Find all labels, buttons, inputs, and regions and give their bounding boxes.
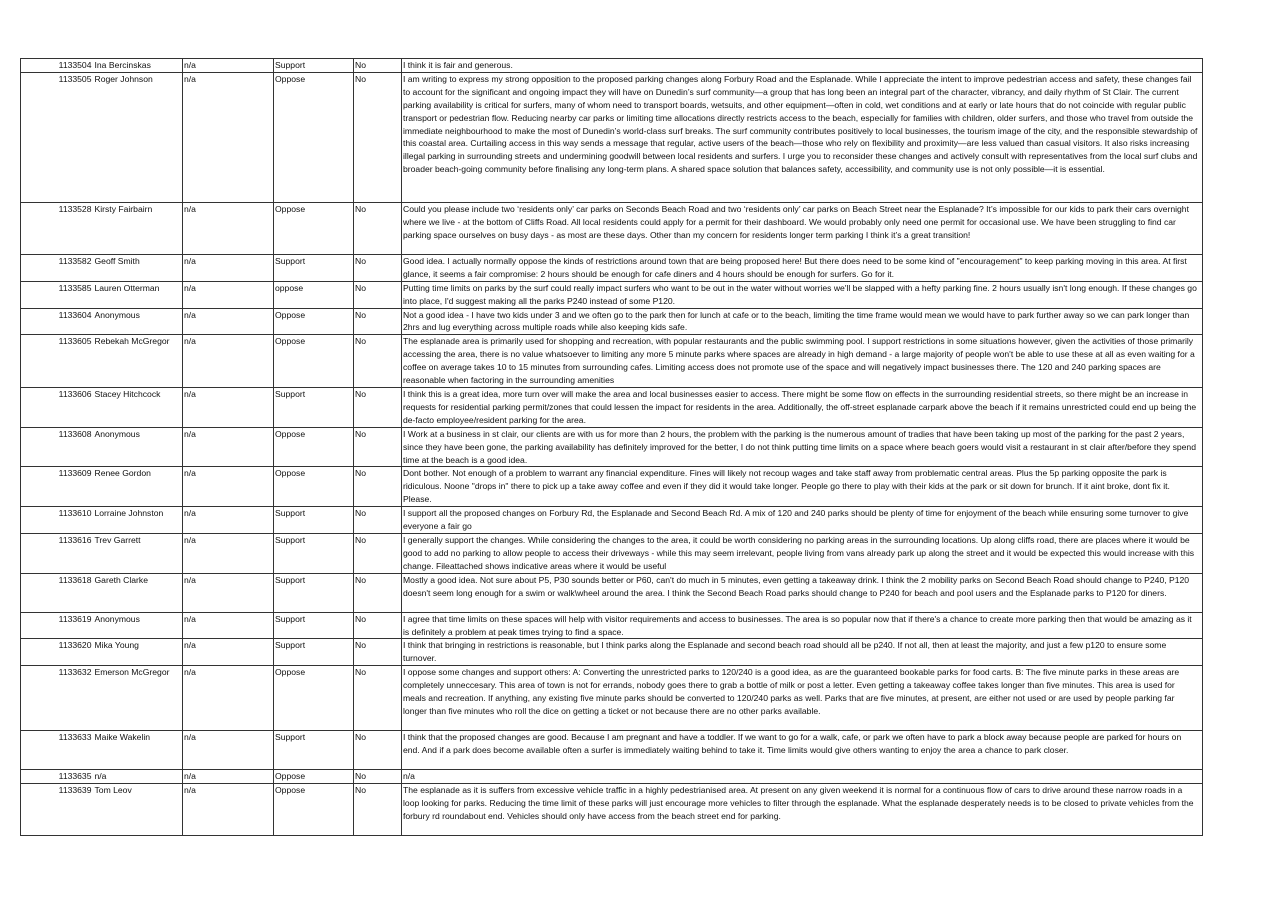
position-cell: Support [274,639,354,666]
position-cell: Support [274,387,354,427]
submitter-name-cell: Tom Leov [94,784,183,836]
submission-id-cell: 1133618 [21,573,94,612]
submitter-name-cell: Stacey Hitchcock [94,387,183,427]
organisation-cell: n/a [183,507,274,534]
table-row [21,639,1203,666]
comment-cell: I think that bringing in restrictions is reasonable, but I think parks along the Esplanade and second beach road should all be p240. If not all, then at least the majority, and just a few p120 to ensure some turnover. [402,639,1203,666]
position-cell: Oppose [274,308,354,335]
submission-id-cell: 1133632 [21,666,94,731]
organisation-cell: n/a [183,573,274,612]
position-cell: Oppose [274,666,354,731]
submission-id-cell: 1133582 [21,254,94,281]
comment-cell: Not a good idea - I have two kids under 3 and we often go to the park then for lunch at cafe or to the beach, limiting the time frame would mean we would have to park further away so we can park longer than 2hrs and lug everything across multiple roads while also keeping kids safe. [402,308,1203,335]
position-cell: oppose [274,281,354,308]
position-cell: Oppose [274,202,354,254]
submission-id-cell: 1133505 [21,72,94,202]
position-cell: Support [274,507,354,534]
organisation-cell: n/a [183,770,274,784]
table-row [21,731,1203,770]
submitter-name-cell: Lorraine Johnston [94,507,183,534]
submitter-name-cell: Anonymous [94,612,183,639]
comment-cell: I generally support the changes. While considering the changes to the area, it could be worth considering no parking areas in the surrounding locations. Up along cliffs road, there are places where it would be good to add no parking to allow people to access their driveways - while this may seem irrelevant, people living from vans already park up along the street and it would be expected this would increase with this change. Fileattached shows indicative areas where it would be useful [402,533,1203,573]
organisation-cell: n/a [183,335,274,388]
table-row [21,770,1203,784]
organisation-cell: n/a [183,427,274,467]
position-cell: Support [274,612,354,639]
submission-id-cell: 1133633 [21,731,94,770]
submission-id-cell: 1133528 [21,202,94,254]
comment-cell: I think that the proposed changes are good. Because I am pregnant and have a toddler. If we want to go for a walk, cafe, or park we often have to park a block away because people are parked for hours on end. And if a park does become available often a surfer is immediately waiting behind to take it. Time limits would give others wanting to enjoy the area a chance to park closer. [402,731,1203,770]
speak-cell: No [354,281,402,308]
speak-cell: No [354,612,402,639]
organisation-cell: n/a [183,784,274,836]
speak-cell: No [354,72,402,202]
submission-id-cell: 1133609 [21,467,94,507]
submissions-table-body [21,59,1203,836]
comment-cell: The esplanade as it is suffers from excessive vehicle traffic in a highly pedestrianised area. At present on any given weekend it is normal for a continuous flow of cars to drive around these narrow roads in a loop looking for parks. Reducing the time limit of these parks will just encourage more vehicles to filter through the esplanade. What the esplanade desperately needs is to be closed to private vehicles from the forbury rd roundabout end. Vehicles should only have access from the beach street end for parking. [402,784,1203,836]
table-row [21,533,1203,573]
speak-cell: No [354,533,402,573]
organisation-cell: n/a [183,533,274,573]
table-row [21,254,1203,281]
comment-cell: Putting time limits on parks by the surf could really impact surfers who want to be out in the water without worries we'll be slapped with a hefty parking fine. 2 hours usually isn't long enough. If these changes go into place, I'd suggest making all the parks P240 instead of some P120. [402,281,1203,308]
comment-cell: I think this is a great idea, more turn over will make the area and local businesses easier to access. There might be some flow on effects in the surrounding residential streets, so there might be an increase in requests for residential parking permit/zones that could lessen the impact for residents in the area. Additionally, the off-street esplanade carpark above the beach if it remains unrestricted could end up being the de-facto employee/resident parking for the area. [402,387,1203,427]
table-row [21,335,1203,388]
table-row [21,72,1203,202]
speak-cell: No [354,254,402,281]
comment-cell: I oppose some changes and support others: A: Converting the unrestricted parks to 120/240 is a good idea, as are the guaranteed bookable parks for food carts. B: The five minute parks in these areas are completely unneccesary. This area of town is not for errands, nobody goes there to grab a bottle of milk or post a letter. Even getting a takeaway coffee takes longer than five minutes. This area is used for meals and recreation. If anything, any existing five minute parks should be converted to 120/240 parks as well. Parks that are five minutes, at present, are either not used or are used by people parking far longer than five minutes who roll the dice on getting a ticket or not because there are no other parks available. [402,666,1203,731]
submission-id-cell: 1133604 [21,308,94,335]
speak-cell: No [354,731,402,770]
table-row [21,573,1203,612]
submission-id-cell: 1133504 [21,59,94,73]
submissions-table [20,58,1203,836]
organisation-cell: n/a [183,639,274,666]
submitter-name-cell: Anonymous [94,308,183,335]
speak-cell: No [354,467,402,507]
comment-cell: I am writing to express my strong opposition to the proposed parking changes along Forbury Road and the Esplanade. While I appreciate the intent to improve pedestrian access and safety, these changes fail to account for the significant and ongoing impact they will have on Dunedin’s surf community—a group that has long been an integral part of the character, vibrancy, and daily rhythm of St Clair. The current parking availability is critical for surfers, many of whom need to transport boards, wetsuits, and other equipment—often in cold, wet conditions and at early or late hours that do not coincide with regular public transport or pedestrian flow. Reducing nearby car parks or limiting time allocations directly restricts access to the beach, especially for families with children, older surfers, and those who travel from outside the immediate neighbourhood to make the most of Dunedin’s world-class surf breaks. The surf community contributes positively to local businesses, the tourism image of the city, and the responsible stewardship of this coastal area. Curtailing access in this way sends a message that regular, active users of the beach—those who rely on flexibility and proximity—are less valued than casual visitors. It also risks increasing illegal parking in surrounding streets and undermining goodwill between local residents and surfers. I urge you to reconsider these changes and actively consult with representatives from the local surf clubs and broader beach-going community before finalising any long-term plans. A shared space solution that balances safety, accessibility, and community use is not only possible—it is essential. [402,72,1203,202]
organisation-cell: n/a [183,731,274,770]
submitter-name-cell: Renee Gordon [94,467,183,507]
speak-cell: No [354,784,402,836]
speak-cell: No [354,387,402,427]
position-cell: Oppose [274,335,354,388]
table-row [21,387,1203,427]
comment-cell: I think it is fair and generous. [402,59,1203,73]
table-row [21,281,1203,308]
speak-cell: No [354,507,402,534]
table-row [21,467,1203,507]
submitter-name-cell: Emerson McGregor [94,666,183,731]
table-row [21,202,1203,254]
comment-cell: n/a [402,770,1203,784]
table-row [21,666,1203,731]
organisation-cell: n/a [183,308,274,335]
comment-cell: The esplanade area is primarily used for shopping and recreation, with popular restaurants and the public swimming pool. I support restrictions in some situations however, given the activities of those primarily accessing the area, there is no value whatsoever to limiting any more 5 minute parks where spaces are already in high demand - a large majority of people won't be able to use these at all as even waiting for a coffee on average takes 10 to 15 minutes from surrounding cafes. Limiting access does not promote use of the space and will negatively impact businesses there. The 120 and 240 parking spaces are reasonable when factoring in the surrounding amenities [402,335,1203,388]
organisation-cell: n/a [183,202,274,254]
submission-id-cell: 1133635 [21,770,94,784]
speak-cell: No [354,573,402,612]
submission-id-cell: 1133610 [21,507,94,534]
submitter-name-cell: Anonymous [94,427,183,467]
comment-cell: Good idea. I actually normally oppose the kinds of restrictions around town that are being proposed here! But there does need to be some kind of "encouragement" to keep parking moving in this area. At first glance, it seems a fair compromise: 2 hours should be enough for cafe diners and 4 hours should be enough for surfers. Go for it. [402,254,1203,281]
speak-cell: No [354,666,402,731]
table-row [21,784,1203,836]
submission-id-cell: 1133639 [21,784,94,836]
comment-cell: Could you please include two ‘residents only’ car parks on Seconds Beach Road and two ‘residents only’ car parks on Beach Street near the Esplanade? It’s impossible for our kids to park their cars overnight where we live - at the bottom of Cliffs Road. All local residents could apply for a permit for their dashboard. We would probably only need one permit for occasional use. We have been struggling to find car parking space ourselves on busy days - as most are these days. Other than my concern for residents longer term parking I think it’s a great transition! [402,202,1203,254]
speak-cell: No [354,639,402,666]
position-cell: Oppose [274,467,354,507]
position-cell: Support [274,254,354,281]
submission-id-cell: 1133619 [21,612,94,639]
table-row [21,507,1203,534]
submission-id-cell: 1133608 [21,427,94,467]
position-cell: Oppose [274,427,354,467]
comment-cell: I Work at a business in st clair, our clients are with us for more than 2 hours, the problem with the parking is the numerous amount of tradies that have been taking up most of the parking for the past 2 years, since they have been gone, the parking availability has definitely improved for the better, I do not think putting time limits on a space where beach goers would visit a restaurant in st clair after/before they spend time at the beach is a good idea. [402,427,1203,467]
comment-cell: I agree that time limits on these spaces will help with visitor requirements and access to businesses. The area is so popular now that if there's a chance to create more parking then that would be amazing as it is definitely a problem at peak times trying to find a space. [402,612,1203,639]
position-cell: Support [274,533,354,573]
submitter-name-cell: Ina Bercinskas [94,59,183,73]
submission-id-cell: 1133616 [21,533,94,573]
comment-cell: I support all the proposed changes on Forbury Rd, the Esplanade and Second Beach Rd. A mix of 120 and 240 parks should be plenty of time for enjoyment of the beach while ensuring some turnover to give everyone a fair go [402,507,1203,534]
comment-cell: Mostly a good idea. Not sure about P5, P30 sounds better or P60, can't do much in 5 minutes, even getting a takeaway drink. I think the 2 mobility parks on Second Beach Road should change to P240, P120 doesn't seem long enough for a swim or walk\wheel around the area. I think the Second Beach Road parks should change to P240 for beach and pool users and the Esplanade parks to P120 for diners. [402,573,1203,612]
submitter-name-cell: Mika Young [94,639,183,666]
organisation-cell: n/a [183,59,274,73]
position-cell: Support [274,573,354,612]
speak-cell: No [354,335,402,388]
submitter-name-cell: n/a [94,770,183,784]
submission-id-cell: 1133585 [21,281,94,308]
submission-id-cell: 1133606 [21,387,94,427]
submitter-name-cell: Kirsty Fairbairn [94,202,183,254]
submitter-name-cell: Geoff Smith [94,254,183,281]
organisation-cell: n/a [183,254,274,281]
organisation-cell: n/a [183,612,274,639]
table-row [21,612,1203,639]
submitter-name-cell: Gareth Clarke [94,573,183,612]
speak-cell: No [354,427,402,467]
submitter-name-cell: Roger Johnson [94,72,183,202]
submission-id-cell: 1133605 [21,335,94,388]
speak-cell: No [354,59,402,73]
table-row [21,308,1203,335]
comment-cell: Dont bother. Not enough of a problem to warrant any financial expenditure. Fines will likely not recoup wages and take staff away from problematic central areas. Plus the 5p parking opposite the park is ridiculous. Noone "drops in" there to pick up a take away coffee and even if they did it would take longer. People go there to play with their kids at the park or sit down for brunch. If it aint broke, dont fix it. Please. [402,467,1203,507]
organisation-cell: n/a [183,666,274,731]
submitter-name-cell: Maike Wakelin [94,731,183,770]
organisation-cell: n/a [183,72,274,202]
organisation-cell: n/a [183,387,274,427]
organisation-cell: n/a [183,281,274,308]
position-cell: Support [274,59,354,73]
submitter-name-cell: Rebekah McGregor [94,335,183,388]
table-row [21,59,1203,73]
speak-cell: No [354,202,402,254]
submission-id-cell: 1133620 [21,639,94,666]
speak-cell: No [354,308,402,335]
table-row [21,427,1203,467]
position-cell: Support [274,731,354,770]
submitter-name-cell: Lauren Otterman [94,281,183,308]
position-cell: Oppose [274,784,354,836]
position-cell: Oppose [274,72,354,202]
speak-cell: No [354,770,402,784]
submitter-name-cell: Trev Garrett [94,533,183,573]
organisation-cell: n/a [183,467,274,507]
position-cell: Oppose [274,770,354,784]
